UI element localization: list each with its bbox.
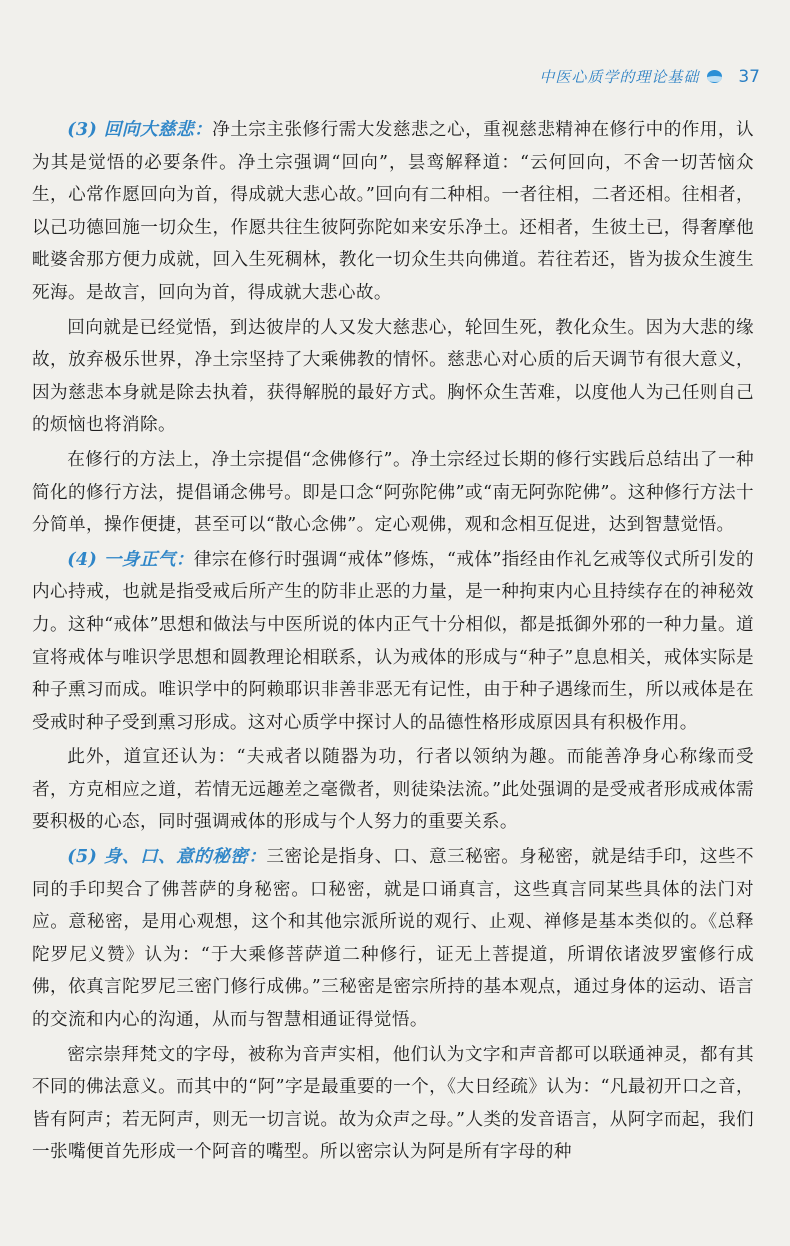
section-heading: (4) 一身正气： (67, 548, 194, 570)
circle-wave-icon (707, 70, 722, 83)
paragraph-text: 净土宗主张修行需大发慈悲之心，重视慈悲精神在修行中的作用，认为其是觉悟的必要条件。净土宗强调“回向”，昙鸾解释道：“云何回向，不舍一切苦恼众生，心常作愿回向为首，得成就大悲心故。”回向有二种相。一者往相，二者还相。往相者，以己功德回施一切众生，作愿共往生彼阿弥陀如来安乐净土。还相者，生彼土已，得奢摩他毗婆舍那方便力成就，回入生死稠林，教化一切众生共向佛道。若往若还，皆为拔众生渡生死海。是故言，回向为首，得成就大悲心故。 (32, 120, 754, 303)
paragraph: 此外，道宣还认为：“夫戒者以随器为功，行者以领纳为趣。而能善净身心称缘而受者，方克相应之道，若情无远趣差之毫微者，则徒染法流。”此处强调的是受戒者形成戒体需要积极的心态，同时强调戒体的形成与个人努力的重要关系。 (32, 747, 754, 833)
paragraph-text: 律宗在修行时强调“戒体”修炼，“戒体”指经由作礼乞戒等仪式所引发的内心持戒，也就是指受戒后所产生的防非止恶的力量，是一种拘束内心且持续存在的神秘效力。这种“戒体”思想和做法与中医所说的体内正气十分相似，都是抵御外邪的一种力量。道宣将戒体与唯识学思想和圆教理论相联系，认为戒体的形成与“种子”息息相关，戒体实际是种子熏习而成。唯识学中的阿赖耶识非善非恶无有记性，由于种子遇缘而生，所以戒体是在受戒时种子受到熏习形成。这对心质学中探讨人的品德性格形成原因具有积极作用。 (32, 549, 754, 733)
page-number: 37 (738, 66, 760, 87)
section-heading: (3) 回向大慈悲： (67, 119, 213, 140)
running-header (539, 66, 760, 87)
paragraph (32, 841, 754, 1037)
paragraph: 密宗崇拜梵文的字母，被称为音声实相，他们认为文字和声音都可以联通神灵，都有其不同的佛法意义。而其中的“阿”字是最重要的一个，《大日经疏》认为：“凡最初开口之音，皆有阿声；若无阿声，则无一切言说。故为众声之母。”人类的发音语言，从阿字而起，我们一张嘴便首先形成一个阿音的嘴型。所以密宗认为阿是所有字母的种 (32, 1044, 754, 1163)
paragraph-text: 三密论是指身、口、意三秘密。身秘密，就是结手印，这些不同的手印契合了佛菩萨的身秘密。口秘密，就是口诵真言，这些真言同某些具体的法门对应。意秘密，是用心观想，这个和其他宗派所说的观行、止观、禅修是基本类似的。《总释陀罗尼义赞》认为：“于大乘修菩萨道二种修行，证无上菩提道，所谓依诸波罗蜜修行成佛，依真言陀罗尼三密门修行成佛。”三秘密是密宗所持的基本观点，通过身体的运动、语言的交流和内心的沟通，从而与智慧相通证得觉悟。 (32, 847, 754, 1031)
section-heading: (5) 身、口、意的秘密： (67, 846, 267, 868)
page-body (32, 114, 754, 1169)
paragraph (32, 544, 754, 740)
paragraph: 回向就是已经觉悟，到达彼岸的人又发大慈悲心，轮回生死，教化众生。因为大悲的缘故，放弃极乐世界，净土宗坚持了大乘佛教的情怀。慈悲心对心质的后天调节有很大意义，因为慈悲本身就是除去执着，获得解脱的最好方式。胸怀众生苦难，以度他人为己任则自己的烦恼也将消除。 (32, 317, 754, 436)
paragraph (32, 114, 754, 310)
paragraph: 在修行的方法上，净土宗提倡“念佛修行”。净土宗经过长期的修行实践后总结出了一种简化的修行方法，提倡诵念佛号。即是口念“阿弥陀佛”或“南无阿弥陀佛”。这种修行方法十分简单，操作便捷，甚至可以“散心念佛”。定心观佛，观和念相互促进，达到智慧觉悟。 (32, 449, 754, 536)
chapter-title: 中医心质学的理论基础 (539, 68, 700, 86)
